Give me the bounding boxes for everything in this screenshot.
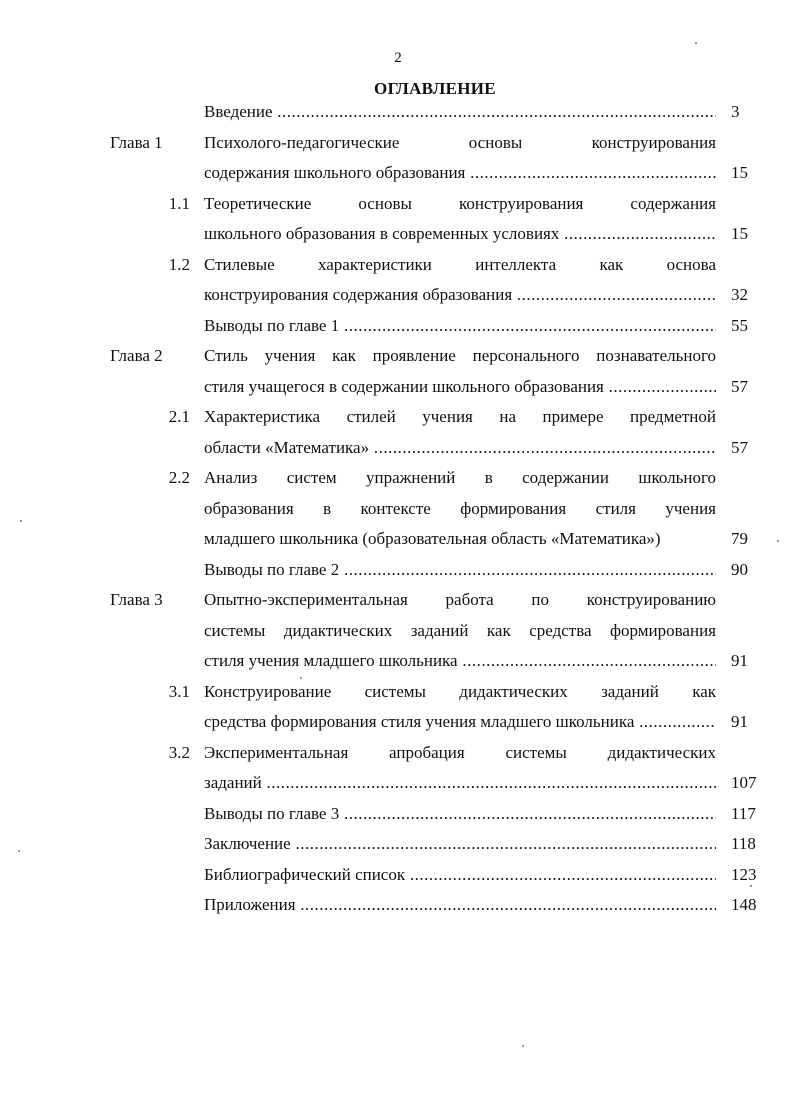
- toc-entry-chapter-2: [0, 341, 796, 372]
- toc-entry-page: 123: [731, 864, 757, 884]
- toc-entry-chapter-3-cont: [0, 616, 796, 647]
- toc-entry-chapter-3-cont: [0, 646, 796, 677]
- toc-entry-conclusions-2: [0, 555, 796, 586]
- scan-speck: [300, 677, 302, 679]
- toc-entry-text: Библиографический список .....: [204, 860, 716, 891]
- toc-entry-page: 3: [731, 102, 740, 121]
- toc-entry-text: средства формирования стиля учения младшего школьника .....: [204, 707, 716, 738]
- toc-entry-conclusions-3: [0, 799, 796, 830]
- toc-entry-section-2-2-cont: [0, 494, 796, 525]
- scan-speck: [522, 1045, 524, 1047]
- toc-entry-section-3-2: [0, 738, 796, 769]
- toc-entry-chapter-2-cont: [0, 372, 796, 403]
- toc-entry-chapter-3: [0, 585, 796, 616]
- toc-entry-text: образования в контексте формирования стиля учения: [204, 498, 716, 518]
- page-number: 2: [394, 50, 402, 66]
- toc-entry-text: области «Математика» .....: [204, 433, 716, 464]
- toc-entry-section-2-2-cont: [0, 524, 796, 555]
- toc-entry-page: 118: [731, 834, 756, 853]
- toc-entry-chapter-1-cont: [0, 158, 796, 189]
- scan-speck: [750, 885, 752, 887]
- toc-entry-label: Глава 1: [110, 132, 163, 152]
- toc-entry-text: школьного образования в современных условиях .....: [204, 219, 716, 250]
- toc-entry-text: Выводы по главе 2 .....: [204, 555, 716, 586]
- toc-entry-section-2-2: [0, 463, 796, 494]
- toc-entry-text: заданий .....: [204, 768, 716, 799]
- toc-entry-page: 57: [731, 437, 748, 457]
- toc-entry-page: 32: [731, 285, 748, 304]
- toc-entry-label: Глава 2: [110, 346, 163, 365]
- toc-entry-label: 3.1: [168, 681, 190, 701]
- scan-speck: [777, 540, 779, 542]
- toc-entry-section-1-2-cont: [0, 280, 796, 311]
- toc-entry-section-3-1: [0, 677, 796, 708]
- toc-entry-text: Анализ систем упражнений в содержании школьного: [204, 468, 716, 487]
- toc-entry-section-1-1: [0, 189, 796, 220]
- toc-entry-text: содержания школьного образования .....: [204, 158, 716, 189]
- toc-entry-page: 79: [731, 529, 748, 548]
- toc-entry-page: 91: [731, 712, 748, 731]
- toc-entry-conclusions-1: [0, 311, 796, 342]
- toc-entry-text: младшего школьника (образовательная область «Математика»): [204, 529, 661, 548]
- toc-entry-page: 57: [731, 376, 748, 396]
- toc-entry-section-3-1-cont: [0, 707, 796, 738]
- toc-entry-text: Теоретические основы конструирования содержания: [204, 193, 716, 213]
- toc-entry-section-2-1-cont: [0, 433, 796, 464]
- toc-entry-page: 55: [731, 315, 748, 335]
- toc-entry-text: Конструирование системы дидактических заданий как: [204, 681, 716, 701]
- toc-entry-text: Выводы по главе 1 .....: [204, 311, 716, 342]
- toc-entry-page: 91: [731, 651, 748, 670]
- toc-entry-text: конструирования содержания образования .....: [204, 280, 716, 311]
- toc-entry-text: Приложения .....: [204, 890, 716, 921]
- toc-entry-page: 90: [731, 559, 748, 579]
- toc-entry-label: 2.1: [168, 407, 190, 426]
- toc-entry-bibliography: [0, 860, 796, 891]
- toc-entry-section-2-1: [0, 402, 796, 433]
- toc-entry-label: 3.2: [168, 742, 190, 762]
- toc-entry-text: Выводы по главе 3 .....: [204, 799, 716, 830]
- toc-entry-page: 15: [731, 163, 748, 182]
- toc-entry-page: 117: [731, 803, 756, 823]
- table-of-contents: [0, 97, 796, 921]
- toc-entry-page: 148: [731, 895, 757, 914]
- toc-entry-introduction: [0, 97, 796, 128]
- toc-entry-section-1-1-cont: [0, 219, 796, 250]
- toc-entry-section-1-2: [0, 250, 796, 281]
- toc-entry-label: 1.2: [168, 254, 190, 274]
- toc-entry-text: системы дидактических заданий как средства формирования: [204, 620, 716, 640]
- toc-entry-appendices: [0, 890, 796, 921]
- toc-entry-text: Введение .....: [204, 97, 716, 128]
- toc-entry-conclusion: [0, 829, 796, 860]
- toc-entry-page: 107: [731, 773, 757, 792]
- toc-entry-text: Психолого-педагогические основы конструирования: [204, 132, 716, 152]
- scan-speck: [18, 850, 20, 852]
- toc-entry-text: Стилевые характеристики интеллекта как основа: [204, 254, 716, 274]
- toc-entry-label: Глава 3: [110, 590, 163, 609]
- toc-entry-text: Характеристика стилей учения на примере предметной: [204, 407, 716, 426]
- toc-entry-label: 1.1: [168, 193, 190, 213]
- toc-entry-text: Заключение .....: [204, 829, 716, 860]
- toc-title: ОГЛАВЛЕНИЕ: [374, 79, 496, 98]
- toc-entry-text: стиля учащегося в содержании школьного образования .....: [204, 372, 716, 403]
- toc-entry-page: 15: [731, 224, 748, 243]
- toc-entry-chapter-1: [0, 128, 796, 159]
- toc-entry-text: Стиль учения как проявление персонального познавательного: [204, 346, 716, 365]
- toc-entry-text: Экспериментальная апробация системы дидактических: [204, 742, 716, 762]
- toc-entry-text: стиля учения младшего школьника .....: [204, 646, 716, 677]
- scan-speck: [695, 42, 697, 44]
- toc-entry-text: Опытно-экспериментальная работа по конструированию: [204, 590, 716, 609]
- toc-entry-section-3-2-cont: [0, 768, 796, 799]
- scan-speck: [20, 520, 22, 522]
- toc-entry-label: 2.2: [168, 468, 190, 487]
